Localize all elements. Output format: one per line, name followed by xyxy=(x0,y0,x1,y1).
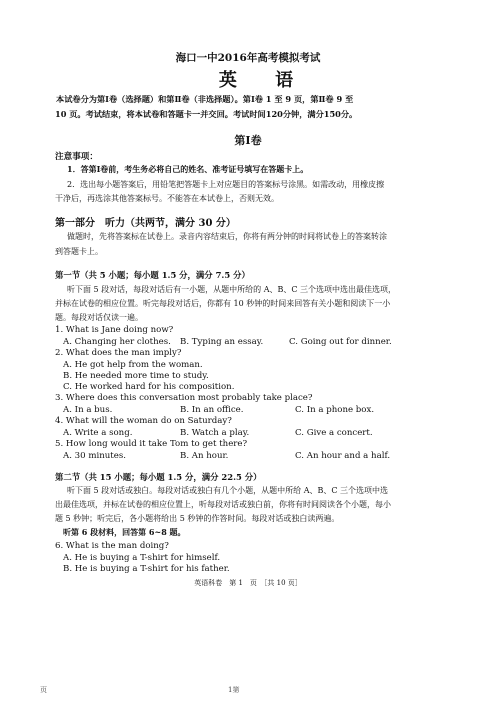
part1-desc-2: 到答题卡上。 xyxy=(55,247,103,256)
intro-line-1: 本试卷分为第Ⅰ卷（选择题）和第Ⅱ卷（非选择题）。第Ⅰ卷 1 至 9 页，第Ⅱ卷 9 至 xyxy=(56,94,354,104)
q6-option-a: A. He is buying a T-shirt for himself. xyxy=(63,553,221,563)
section1-desc-3: 题。每段对话仅读一遍。 xyxy=(55,313,143,322)
q1-option-c: C. Going out for dinner. xyxy=(289,337,392,347)
notice-item-2a: 2．选出每小题答案后，用铅笔把答题卡上对应题目的答案标号涂黑。如需改动，用橡皮擦 xyxy=(67,180,385,189)
subject-title: 英 语 xyxy=(218,70,310,91)
q2-option-a: A. He got help from the woman. xyxy=(63,360,203,370)
intro-line-2: 10 页。考试结束，将本试卷和答题卡一并交回。考试时间120分钟，满分150分。 xyxy=(55,109,358,119)
notice-item-1: 1．答第Ⅰ卷前，考生务必将自己的姓名、准考证号填写在答题卡上。 xyxy=(67,164,309,174)
q4-option-b: B. Watch a play. xyxy=(180,428,250,438)
q4-option-c: C. Give a concert. xyxy=(295,428,373,438)
question-3: 3. Where does this conversation most probably take place? xyxy=(55,393,313,403)
question-1: 1. What is Jane doing now? xyxy=(55,325,174,335)
volume-title: 第Ⅰ卷 xyxy=(234,134,262,147)
q3-option-b: B. In an office. xyxy=(180,405,244,415)
section2-desc-4: 听第 6 段材料，回答第 6~8 题。 xyxy=(63,527,186,537)
part1-desc-1: 做题时，先将答案标在试卷上。录音内容结束后，你将有两分钟的时间将试卷上的答案转涂 xyxy=(67,232,387,241)
q3-option-c: C. In a phone box. xyxy=(295,405,375,415)
page-marker-left: 页 xyxy=(40,686,47,694)
section1-heading: 第一节（共 5 小题；每小题 1.5 分，满分 7.5 分） xyxy=(55,270,250,280)
page-footer: 英语科卷 第 1 页 ［共 10 页］ xyxy=(194,579,302,587)
notice-heading: 注意事项： xyxy=(55,152,98,162)
q1-option-a: A. Changing her clothes. xyxy=(63,337,171,347)
question-6: 6. What is the man doing? xyxy=(55,541,169,551)
q4-option-a: A. Write a song. xyxy=(63,428,133,438)
section1-desc-1: 听下面 5 段对话，每段对话后有一小题，从题中所给的 A、B、C 三个选项中选出最佳选项， xyxy=(67,285,397,294)
question-5: 5. How long would it take Tom to get there? xyxy=(55,439,248,449)
question-4: 4. What will the woman do on Saturday? xyxy=(55,416,232,426)
question-2: 2. What does the man imply? xyxy=(55,348,182,358)
notice-item-2b: 干净后，再选涂其他答案标号。不能答在本试卷上，否则无效。 xyxy=(55,194,279,203)
q5-option-b: B. An hour. xyxy=(180,451,229,461)
q5-option-c: C. An hour and a half. xyxy=(295,451,391,461)
q1-option-b: B. Typing an essay. xyxy=(180,337,264,347)
section1-desc-2: 并标在试卷的相应位置。听完每段对话后，你都有 10 秒钟的时间来回答有关小题和阅读下一小 xyxy=(55,299,391,308)
q2-option-c: C. He worked hard for his composition. xyxy=(63,382,235,392)
section2-desc-3: 题 5 秒钟；听完后，各小题将给出 5 秒钟的作答时间。每段对话或独白读两遍。 xyxy=(55,514,340,523)
exam-title: 海口一中2016年高考模拟考试 xyxy=(175,52,321,64)
section2-desc-2: 出最佳选项，并标在试卷的相应位置上，听每段对话或独白前，你将有时间阅读各个小题，每小 xyxy=(55,500,391,509)
part1-heading: 第一部分 听力（共两节，满分 30 分） xyxy=(55,218,236,229)
q5-option-a: A. 30 minutes. xyxy=(63,451,126,461)
page-marker-center: 1第 xyxy=(228,686,240,694)
q3-option-a: A. In a bus. xyxy=(63,405,113,415)
section2-desc-1: 听下面 5 段对话或独白。每段对话或独白有几个小题，从题中所给 A、B、C 三个选项中选 xyxy=(67,486,389,495)
q6-option-b: B. He is buying a T-shirt for his father. xyxy=(63,564,230,574)
q2-option-b: B. He needed more time to study. xyxy=(63,371,209,381)
section2-heading: 第二节（共 15 小题；每小题 1.5 分，满分 22.5 分） xyxy=(55,472,262,482)
